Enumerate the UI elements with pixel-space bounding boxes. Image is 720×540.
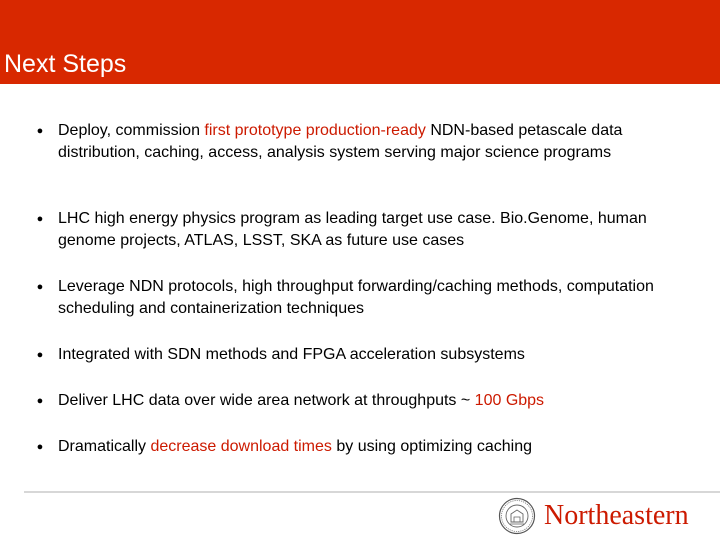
bullet-text: by using optimizing caching (331, 438, 533, 455)
slide-title: Next Steps (4, 50, 127, 78)
title-bar (0, 0, 720, 84)
logo-wordmark: Northeastern (544, 500, 689, 531)
bullet-text: Dramatically (58, 438, 151, 455)
bullet-text: Deploy, commission (58, 122, 205, 139)
bullet-text: Deliver LHC data over wide area network at throughputs ~ (58, 392, 475, 409)
bullet-list (30, 120, 690, 458)
bullet-highlight: decrease download times (150, 438, 332, 455)
bullet-text: Integrated with SDN methods and FPGA acceleration subsystems (58, 346, 525, 363)
bullet-text: LHC high energy physics program as leading target use case. Bio.Genome, human genome projects, ATLAS, LSST, SKA as future use cases (58, 210, 647, 249)
bullet-item (30, 344, 690, 390)
bullet-dot-icon: ● (36, 125, 44, 137)
bullet-dot-icon: ● (36, 281, 44, 293)
bullet-item (30, 276, 690, 344)
university-seal-icon (498, 497, 536, 535)
bullet-dot-icon: ● (36, 395, 44, 407)
bullet-dot-icon: ● (36, 349, 44, 361)
bullet-item (30, 120, 690, 208)
bullet-highlight: 100 Gbps (474, 392, 545, 409)
bullet-item (30, 436, 690, 458)
bullet-item (30, 390, 690, 436)
bullet-item (30, 208, 690, 276)
footer-divider (24, 491, 720, 493)
bullet-dot-icon: ● (36, 213, 44, 225)
bullet-text: NDN-based petascale data distribution, caching, access, analysis system serving major science programs (58, 122, 623, 161)
bullet-dot-icon: ● (36, 441, 44, 453)
northeastern-logo (496, 494, 720, 538)
bullet-highlight: first prototype production-ready (204, 122, 426, 139)
bullet-text: Leverage NDN protocols, high throughput forwarding/caching methods, computation scheduling and containerization techniques (58, 278, 654, 317)
